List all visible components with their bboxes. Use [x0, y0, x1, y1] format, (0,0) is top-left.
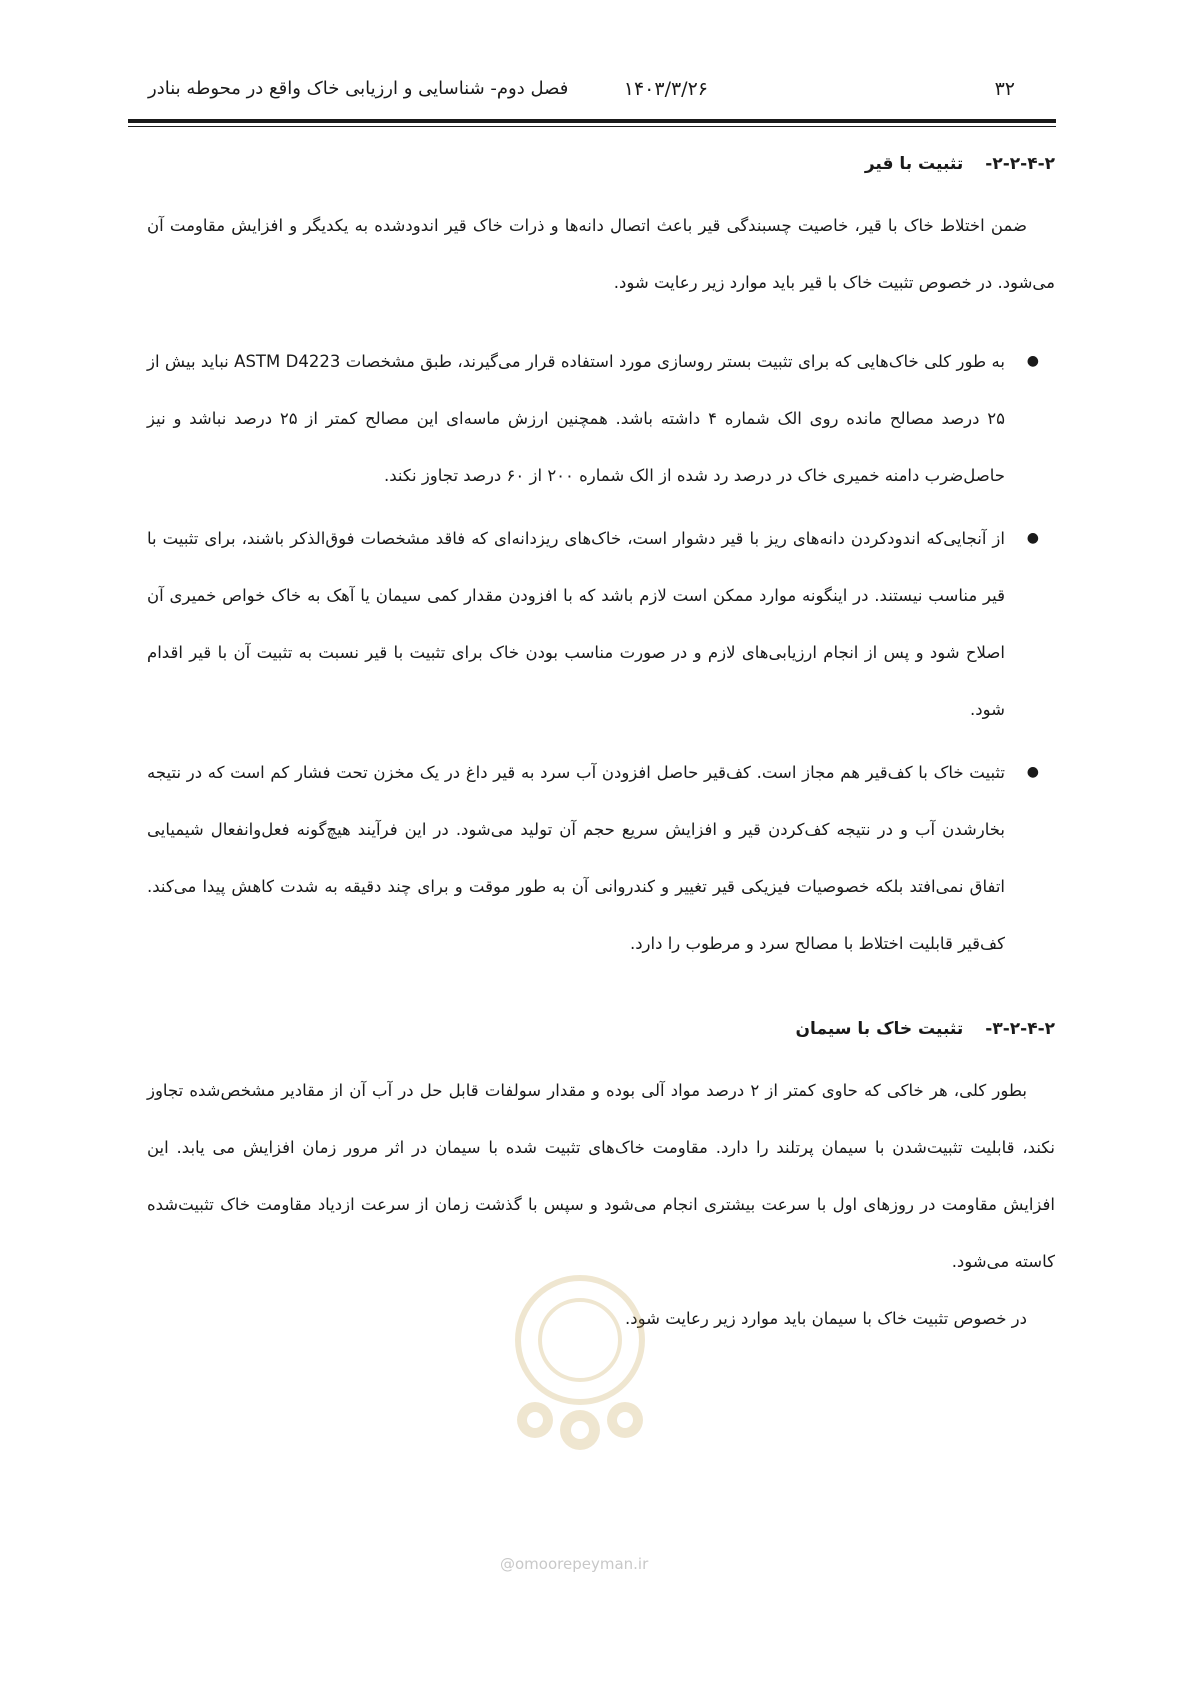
- bullet-icon: ●: [1026, 764, 1039, 780]
- watermark-text: @omoorepeyman.ir: [500, 1555, 649, 1573]
- section-number: ۳-۲-۴-۲-: [985, 1019, 1055, 1039]
- watermark-logo-icon: [505, 1270, 655, 1460]
- section-closing-paragraph: در خصوص تثبیت خاک با سیمان باید موارد زیر رعایت شود.: [625, 1309, 1027, 1328]
- list-item: [147, 744, 1039, 972]
- section-heading-bitumen: [147, 145, 1055, 183]
- header-date: ۱۴۰۳/۳/۲۶: [623, 78, 708, 100]
- chapter-title: فصل دوم- شناسایی و ارزیابی خاک واقع در محوطه بنادر: [148, 78, 569, 99]
- page-number: ۳۲: [994, 78, 1015, 100]
- page-body: [147, 145, 1055, 1347]
- section-heading-cement: [147, 1010, 1055, 1048]
- section-intro-paragraph: ضمن اختلاط خاک با قیر، خاصیت چسبندگی قیر باعث اتصال دانه‌ها و ذرات خاک قیر اندودشده به یکدیگر و افزایش مقاومت آن می‌شود. در خصوص تثبیت خاک با قیر باید موارد زیر رعایت شود.: [147, 216, 1055, 292]
- list-item: [147, 333, 1039, 504]
- section-title: تثبیت خاک با سیمان: [795, 1019, 964, 1039]
- list-item: [147, 510, 1039, 738]
- bullet-icon: ●: [1026, 353, 1039, 369]
- header-rule-thin: [128, 126, 1056, 127]
- bullet-list: [147, 333, 1055, 972]
- list-item-text: به طور کلی خاک‌هایی که برای تثبیت بستر روسازی مورد استفاده قرار می‌گیرند، طبق مشخصات ASTM D4223 نباید بیش از ۲۵ درصد مصالح مانده روی الک شماره ۴ داشته باشد. همچنین ارزش ماسه‌ای این مصالح کمتر از ۲۵ درصد نباشد و نیز حاصل‌ضرب دامنه خمیری خاک در درصد رد شده از الک شماره ۲۰۰ از ۶۰ درصد تجاوز نکند.: [147, 352, 1005, 485]
- section-number: ۲-۲-۴-۲-: [985, 154, 1055, 174]
- list-item-text: از آنجایی‌که اندودکردن دانه‌های ریز با قیر دشوار است، خاک‌های ریزدانه‌ای که فاقد مشخصات فوق‌الذکر باشند، برای تثبیت با قیر مناسب نیستند. در اینگونه موارد ممکن است لازم باشد که با افزودن مقدار کمی سیمان یا آهک به خاک خواص خمیری آن اصلاح شود و پس از انجام ارزیابی‌های لازم و در صورت مناسب بودن خاک برای تثبیت با قیر نسبت به تثبیت آن با قیر اقدام شود.: [147, 529, 1005, 719]
- section-intro-paragraph: بطور کلی، هر خاکی که حاوی کمتر از ۲ درصد مواد آلی بوده و مقدار سولفات قابل حل در آب آن از مقادیر مشخص‌شده تجاوز نکند، قابلیت تثبیت‌شدن با سیمان پرتلند را دارد. مقاومت خاک‌های تثبیت شده با سیمان در اثر مرور زمان افزایش می یابد. این افزایش مقاومت در روزهای اول با سرعت بیشتری انجام می‌شود و سپس با گذشت زمان از سرعت ازدیاد مقاومت خاک تثبیت‌شده کاسته می‌شود.: [147, 1081, 1055, 1271]
- section-title: تثبیت با قیر: [864, 154, 964, 174]
- header-rule-thick: [128, 119, 1056, 123]
- page-header: [148, 70, 1043, 110]
- list-item-text: تثبیت خاک با کف‌قیر هم مجاز است. کف‌قیر حاصل افزودن آب سرد به قیر داغ در یک مخزن تحت فشار کم است که در نتیجه بخارشدن آب و در نتیجه کف‌کردن قیر و افزایش سریع حجم آن تولید می‌شود. در این فرآیند هیچ‌گونه فعل‌وانفعال شیمیایی اتفاق نمی‌افتد بلکه خصوصیات فیزیکی قیر تغییر و کندروانی آن به طور موقت و برای چند دقیقه به شدت کاهش پیدا می‌کند. کف‌قیر قابلیت اختلاط با مصالح سرد و مرطوب را دارد.: [147, 763, 1005, 953]
- bullet-icon: ●: [1026, 530, 1039, 546]
